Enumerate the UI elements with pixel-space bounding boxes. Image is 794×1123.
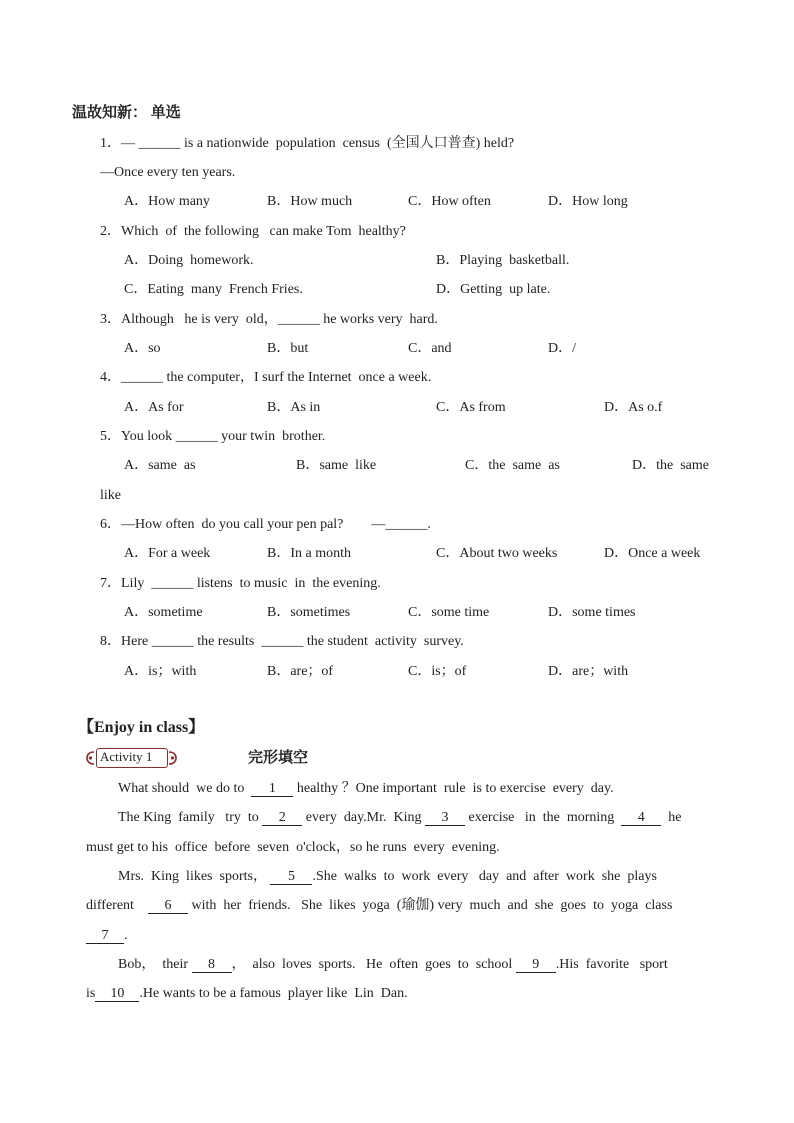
question-4-stem: 4．______ the computer，I surf the Internet once a week. <box>100 370 432 385</box>
question-3-stem: 3．Although he is very old，______ he works very hard. <box>100 312 438 327</box>
cloze-blank-10[interactable]: 10 <box>95 986 139 1002</box>
question-1-option-c[interactable]: C．How often <box>408 194 491 209</box>
passage-text: Mrs. King likes sports， <box>118 869 267 884</box>
passage-text: exercise in the morning <box>468 810 615 825</box>
question-2-option-c[interactable]: C．Eating many French Fries. <box>124 282 303 297</box>
cloze-blank-4[interactable]: 4 <box>621 810 661 826</box>
passage-text: with her friends. She likes yoga (瑜伽) very much and she goes to yoga class <box>191 898 673 913</box>
question-6-option-b[interactable]: B．In a month <box>267 546 351 561</box>
passage-line-5 <box>86 897 672 915</box>
question-8-option-b[interactable]: B．are；of <box>267 664 334 679</box>
passage-text: ， also loves sports. He often goes to school <box>231 957 513 972</box>
passage-text: .She walks to work every day and after work she plays <box>312 869 657 884</box>
cloze-blank-8[interactable]: 8 <box>192 957 232 973</box>
question-7-option-a[interactable]: A．sometime <box>124 605 203 620</box>
passage-text: Bob， their <box>118 957 188 972</box>
question-7-option-d[interactable]: D．some times <box>548 605 636 620</box>
cloze-blank-6[interactable]: 6 <box>148 898 188 914</box>
question-3-option-b[interactable]: B．but <box>267 341 309 356</box>
question-7-option-b[interactable]: B．sometimes <box>267 605 351 620</box>
passage-text: What should we do to <box>118 781 245 796</box>
cloze-blank-5[interactable]: 5 <box>270 869 312 885</box>
passage-line-2 <box>118 809 682 827</box>
passage-text: . <box>124 928 128 943</box>
question-3-option-d[interactable]: D．/ <box>548 341 576 356</box>
passage-line-6 <box>86 927 128 945</box>
question-6-option-c[interactable]: C．About two weeks <box>436 546 558 561</box>
badge-right-scroll-icon <box>168 751 177 765</box>
question-4-option-b[interactable]: B．As in <box>267 400 321 415</box>
question-5-option-d[interactable]: D．the same <box>632 458 709 473</box>
passage-line-3: must get to his office before seven o'clock，so he runs every evening. <box>86 840 500 855</box>
passage-text: different <box>86 898 134 913</box>
review-heading: 温故知新： 单选 <box>72 105 181 121</box>
passage-line-8 <box>86 985 408 1003</box>
question-3-option-a[interactable]: A．so <box>124 341 161 356</box>
passage-text: .He wants to be a famous player like Lin Dan. <box>139 986 408 1001</box>
question-1-option-d[interactable]: D．How long <box>548 194 628 209</box>
cloze-blank-7[interactable]: 7 <box>86 928 124 944</box>
question-7-stem: 7．Lily ______ listens to music in the evening. <box>100 576 381 591</box>
badge-left-scroll-icon <box>86 751 95 765</box>
question-4-option-d[interactable]: D．As o.f <box>604 400 663 415</box>
question-4-option-a[interactable]: A．As for <box>124 400 184 415</box>
passage-text: he <box>668 810 682 825</box>
passage-text: every day.Mr. King <box>305 810 422 825</box>
cloze-blank-1[interactable]: 1 <box>251 781 293 797</box>
question-6-stem: 6．—How often do you call your pen pal? —______. <box>100 517 431 532</box>
question-1-stem: 1．— ______ is a nationwide population census (全国人口普查) held? <box>100 136 515 151</box>
question-2-option-a[interactable]: A．Doing homework. <box>124 253 254 268</box>
question-2-option-b[interactable]: B．Playing basketball. <box>436 253 570 268</box>
question-5-stem: 5．You look ______ your twin brother. <box>100 429 326 444</box>
cloze-blank-2[interactable]: 2 <box>262 810 302 826</box>
question-2-stem: 2．Which of the following can make Tom healthy? <box>100 224 406 239</box>
question-6-option-a[interactable]: A．For a week <box>124 546 211 561</box>
question-6-option-d[interactable]: D．Once a week <box>604 546 701 561</box>
question-7-option-c[interactable]: C．some time <box>408 605 490 620</box>
question-1-option-a[interactable]: A．How many <box>124 194 210 209</box>
question-3-option-c[interactable]: C．and <box>408 341 452 356</box>
activity-label: Activity 1 <box>100 749 153 764</box>
cloze-blank-9[interactable]: 9 <box>516 957 556 973</box>
question-8-option-a[interactable]: A．is；with <box>124 664 197 679</box>
question-5-option-d-wrap: like <box>100 488 121 503</box>
question-5-option-c[interactable]: C．the same as <box>465 458 560 473</box>
question-4-option-c[interactable]: C．As from <box>436 400 506 415</box>
question-8-option-c[interactable]: C．is；of <box>408 664 467 679</box>
question-5-option-b[interactable]: B．same like <box>296 458 377 473</box>
cloze-title: 完形填空 <box>248 750 309 766</box>
question-8-option-d[interactable]: D．are；with <box>548 664 629 679</box>
passage-line-4 <box>118 868 657 886</box>
question-5-option-a[interactable]: A．same as <box>124 458 196 473</box>
passage-text: The King family try to <box>118 810 259 825</box>
enjoy-in-class-heading: 【Enjoy in class】 <box>78 719 205 736</box>
question-8-stem: 8．Here ______ the results ______ the student activity survey. <box>100 634 464 649</box>
question-1-reply: —Once every ten years. <box>100 165 236 180</box>
activity-badge <box>86 747 178 769</box>
passage-line-7 <box>118 956 668 974</box>
passage-text: .His favorite sport <box>555 957 668 972</box>
passage-text: is <box>86 986 96 1001</box>
cloze-blank-3[interactable]: 3 <box>425 810 465 826</box>
passage-line-1 <box>118 780 614 798</box>
question-1-option-b[interactable]: B．How much <box>267 194 353 209</box>
question-2-option-d[interactable]: D．Getting up late. <box>436 282 551 297</box>
passage-text: healthy ？One important rule is to exercise every day. <box>296 781 614 796</box>
